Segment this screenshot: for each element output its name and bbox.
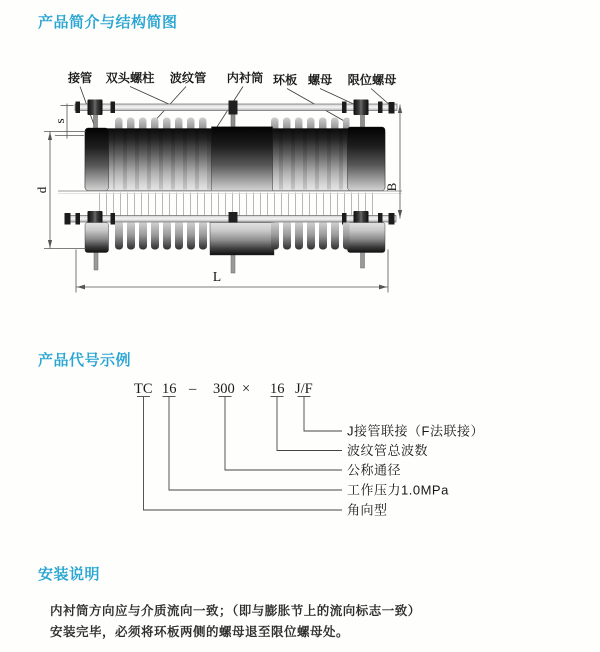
- part-label-ring-plate: 环板: [272, 73, 298, 87]
- dim-label-d: d: [34, 186, 49, 194]
- dimension-b: [384, 105, 402, 219]
- code-token-type: TC: [134, 381, 153, 397]
- product-code-diagram: [0, 335, 600, 545]
- callout-label-angular-type: 角向型: [347, 502, 388, 518]
- expansion-joint-body-upper: [85, 117, 385, 191]
- section-title-code: 产品代号示例: [38, 352, 132, 369]
- dim-label-l: L: [212, 269, 222, 284]
- part-label-bellows: 波纹管: [169, 71, 207, 85]
- dim-label-b: B: [384, 182, 399, 192]
- callout-label-wave-count: 波纹管总波数: [347, 443, 429, 458]
- code-token-connection: J/F: [295, 381, 313, 397]
- code-token-times: ×: [242, 381, 251, 397]
- install-note-line1: 内衬筒方向应与介质流向一致；（即与膨胀节上的流向标志一致）: [50, 604, 421, 618]
- part-label-limit-nut: 限位螺母: [347, 73, 397, 87]
- part-label-nut: 螺母: [307, 73, 333, 87]
- code-token-waves: 16: [270, 381, 285, 397]
- section-title-install: 安装说明: [38, 566, 101, 583]
- install-note-line2: 安装完毕，必须将环板两侧的螺母退至限位螺母处。: [50, 625, 350, 639]
- part-label-connecting-pipe: 接管: [67, 71, 93, 85]
- part-label-double-stud: 双头螺柱: [105, 71, 155, 85]
- callout-label-nominal-diameter: 公称通径: [347, 462, 402, 478]
- centerline: [58, 191, 402, 193]
- dim-label-s: s: [52, 118, 67, 124]
- callout-label-connection: J接管联接（F法联接）: [347, 423, 484, 439]
- callout-label-working-pressure: 工作压力1.0MPa: [347, 482, 449, 498]
- section-title-intro: 产品简介与结构简图: [38, 14, 178, 31]
- code-token-dash: –: [189, 381, 197, 397]
- callout-lines: [137, 397, 342, 511]
- code-token-pressure: 16: [162, 381, 177, 397]
- expansion-joint-body-lower: [85, 223, 385, 274]
- dimension-d: [34, 132, 86, 249]
- part-label-liner: 内衬筒: [226, 71, 264, 85]
- code-token-diameter: 300: [213, 381, 235, 397]
